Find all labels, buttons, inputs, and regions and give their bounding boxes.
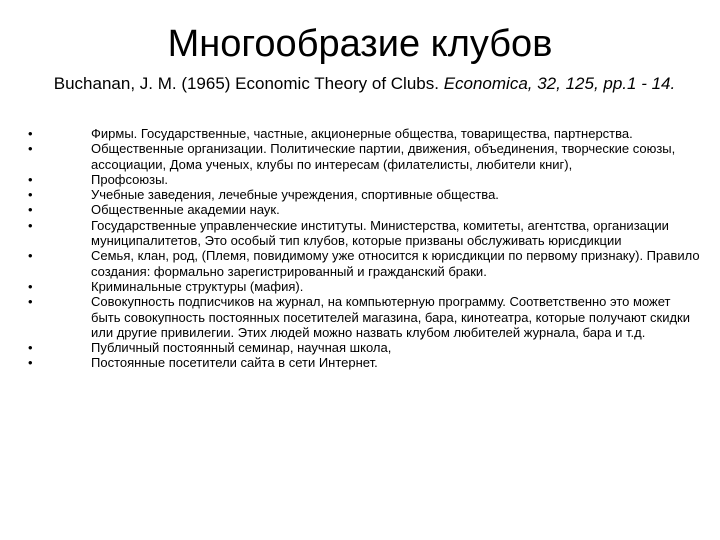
citation-journal: Economica, 32, 125, pp.1 - 14. bbox=[443, 74, 676, 93]
bullet-icon: • bbox=[28, 294, 33, 310]
list-item-text: Профсоюзы. bbox=[91, 171, 169, 187]
bullet-icon: • bbox=[28, 187, 33, 203]
citation bbox=[42, 74, 687, 94]
list-item bbox=[28, 355, 700, 370]
list-item-text: Совокупность подписчиков на журнал, на компьютерную программу. Соответственно это может быть совокупность постоянных посетителей магазина, бара, кинотеатра, которые получают скидки или другие привилегии. Этих людей можно назвать клубом любителей журнала, бара и т.д. bbox=[91, 294, 690, 340]
bullet-icon: • bbox=[28, 248, 33, 264]
bullet-icon: • bbox=[28, 217, 33, 233]
bullet-icon: • bbox=[28, 355, 33, 371]
list-item bbox=[28, 340, 700, 355]
list-item bbox=[28, 218, 700, 249]
bullet-icon: • bbox=[28, 278, 33, 294]
list-item-text: Общественные академии наук. bbox=[91, 202, 280, 218]
list-item bbox=[28, 294, 700, 340]
list-item bbox=[28, 187, 700, 202]
list-item bbox=[28, 141, 700, 172]
list-item-text: Государственные управленческие институты. Министерства, комитеты, агентства, организации муниципалитетов, Это особый тип клубов, которые призваны обслуживать юрисдикции bbox=[91, 217, 669, 249]
list-item bbox=[28, 279, 700, 294]
list-item bbox=[28, 248, 700, 279]
list-item-text: Общественные организации. Политические партии, движения, объединения, творческие союзы, ассоциации, Дома ученых, клубы по интересам (филателисты, любители книг), bbox=[91, 141, 676, 172]
bullet-icon: • bbox=[28, 126, 33, 141]
list-item bbox=[28, 172, 700, 187]
list-item-text: Фирмы. Государственные, частные, акционерные общества, товарищества, партнерства. bbox=[91, 126, 633, 141]
list-item-text: Учебные заведения, лечебные учреждения, спортивные общества. bbox=[91, 187, 499, 203]
bullet-icon: • bbox=[28, 141, 33, 157]
bullet-icon: • bbox=[28, 202, 33, 218]
list-item-text: Криминальные структуры (мафия). bbox=[91, 278, 304, 294]
list-item-text: Семья, клан, род, (Племя, повидимому уже относится к юрисдикции по первому признаку). Правило создания: формально зарегистрированный и гражданский браки. bbox=[91, 248, 700, 279]
list-item bbox=[28, 126, 700, 141]
citation-text: Buchanan, J. M. (1965) Economic Theory of Clubs. bbox=[53, 74, 444, 93]
list-item bbox=[28, 202, 700, 217]
bullet-icon: • bbox=[28, 171, 33, 187]
list-item-text: Публичный постоянный семинар, научная школа, bbox=[91, 340, 392, 356]
slide-title: Многообразие клубов bbox=[167, 23, 553, 65]
list-item-text: Постоянные посетители сайта в сети Интернет. bbox=[91, 355, 378, 371]
bullet-icon: • bbox=[28, 340, 33, 356]
bullet-list bbox=[28, 126, 700, 371]
